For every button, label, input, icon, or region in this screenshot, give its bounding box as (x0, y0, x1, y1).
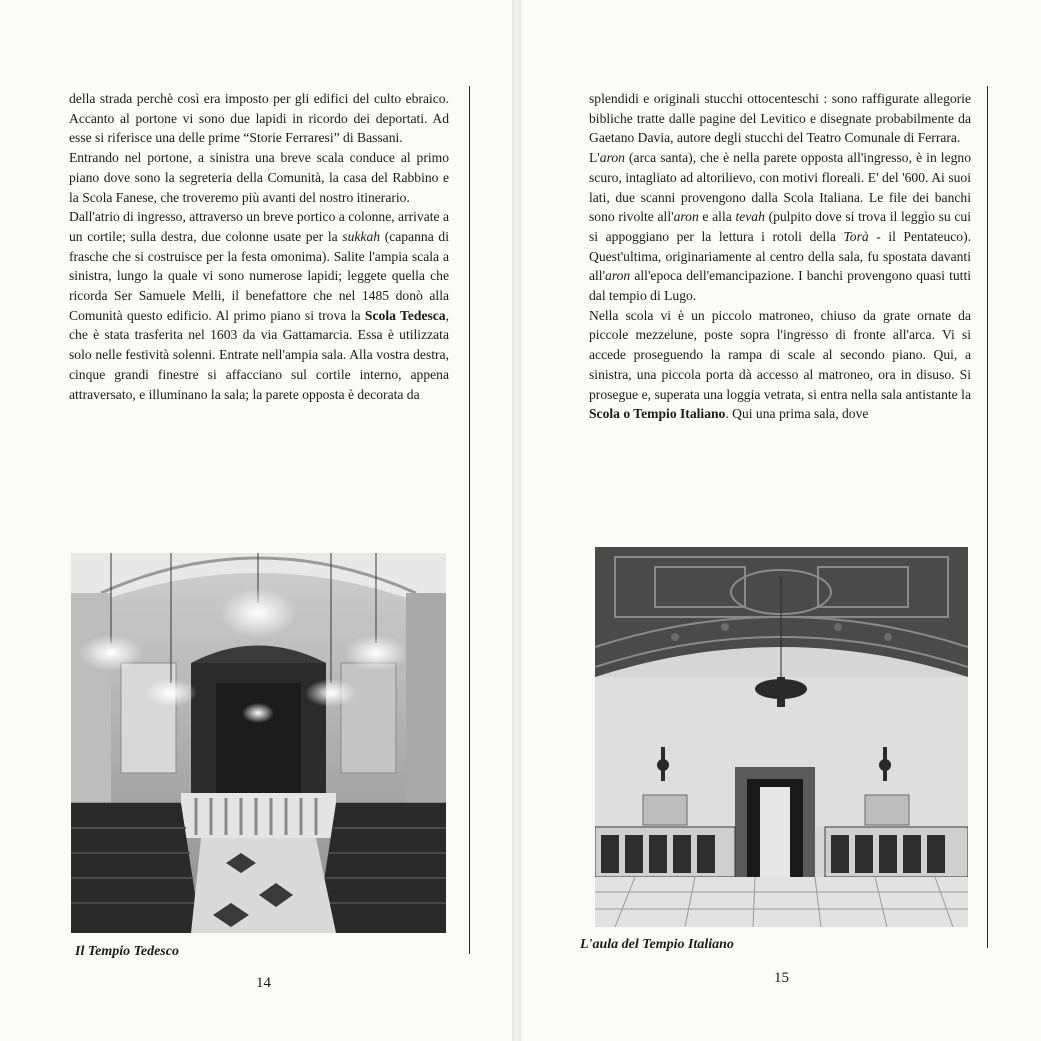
left-page-text (69, 89, 449, 404)
right-page (521, 0, 1041, 1041)
right-photo-caption: L'aula del Tempio Italiano (580, 937, 734, 952)
right-page-number: 15 (774, 970, 789, 986)
left-paragraph-1: della strada perchè così era imposto per gli edifici del culto ebraico. Accanto al portone vi sono due lapidi in ricordo dei deportati. Ad esse si riferisce una delle prime “Storie Ferraresi” di Bassani. (69, 91, 449, 146)
left-photo-caption: Il Tempio Tedesco (75, 944, 179, 959)
left-page (0, 0, 512, 1041)
tempio-italiano-photo (595, 547, 968, 927)
right-paragraph-1: splendidi e originali stucchi ottocenteschi : sono raffigurate allegorie bibliche tratte dalle pagine del Levitico e disegnate probabilmente da Gaetano Davia, autore degli stucchi del Teatro Comunale di Ferrara. (589, 91, 971, 146)
right-paragraph-2: L'aron (arca santa), che è nella parete opposta all'ingresso, è in legno scuro, intagliato ad altorilievo, con motivi floreali. E' del '600. Ai suoi lati, due scanni provengono dalla Scola Italiana. Le file dei banchi sono rivolte all'aron e alla tevah (pulpito dove si trova il leggìo su cui si appoggiano per la lettura i rotoli della Torà - il Pentateuco). Quest'ultima, originariamente al centro della sala, fu spostata davanti all'aron all'epoca dell'emancipazione. I banchi provengono quasi tutti dal tempio di Lugo. (589, 150, 972, 304)
tempio-tedesco-photo (71, 553, 446, 933)
book-gutter (512, 0, 521, 1041)
left-page-column-rule (469, 86, 470, 954)
right-page-column-rule (987, 86, 988, 948)
left-paragraph-2: Entrando nel portone, a sinistra una breve scala conduce al primo piano dove sono la segreteria della Comunità, la casa del Rabbino e la Scola Fanese, che troveremo più avanti del nostro itinerario. (69, 150, 449, 205)
left-page-number: 14 (256, 975, 271, 991)
right-page-text (589, 89, 971, 424)
left-paragraph-3: Dall'atrio di ingresso, attraverso un breve portico a colonne, arrivate a un cortile; sulla destra, due colonne usate per la sukkah (capanna di frasche che si costruisce per la festa omonima). Salite l'ampia scala a sinistra, lungo la quale vi sono numerose lapidi; leggete quella che ricorda Ser Samuele Melli, il benefattore che nel 1485 donò alla Comunità questo edificio. Al primo piano si trova la Scola Tedesca, che è stata trasferita nel 1603 da via Gattamarcia. Essa è utilizzata solo nelle festività solenni. Entrate nell'ampia sala. Alla vostra destra, cinque grandi finestre si affacciano sul cortile interno, appena attraversato, e illuminano la sala; la parete opposta è decorata da (69, 209, 450, 402)
right-paragraph-3: Nella scola vi è un piccolo matroneo, chiuso da grate ornate da piccole mezzelune, poste sopra l'ingresso di fronte all'arca. Vi si accede proseguendo la rampa di scale al secondo piano. Qui, a sinistra, una piccola porta dà accesso al matroneo, ora in disuso. Si prosegue e, superata una loggia vetrata, si entra nella sala antistante la Scola o Tempio Italiano. Qui una prima sala, dove (589, 307, 971, 422)
